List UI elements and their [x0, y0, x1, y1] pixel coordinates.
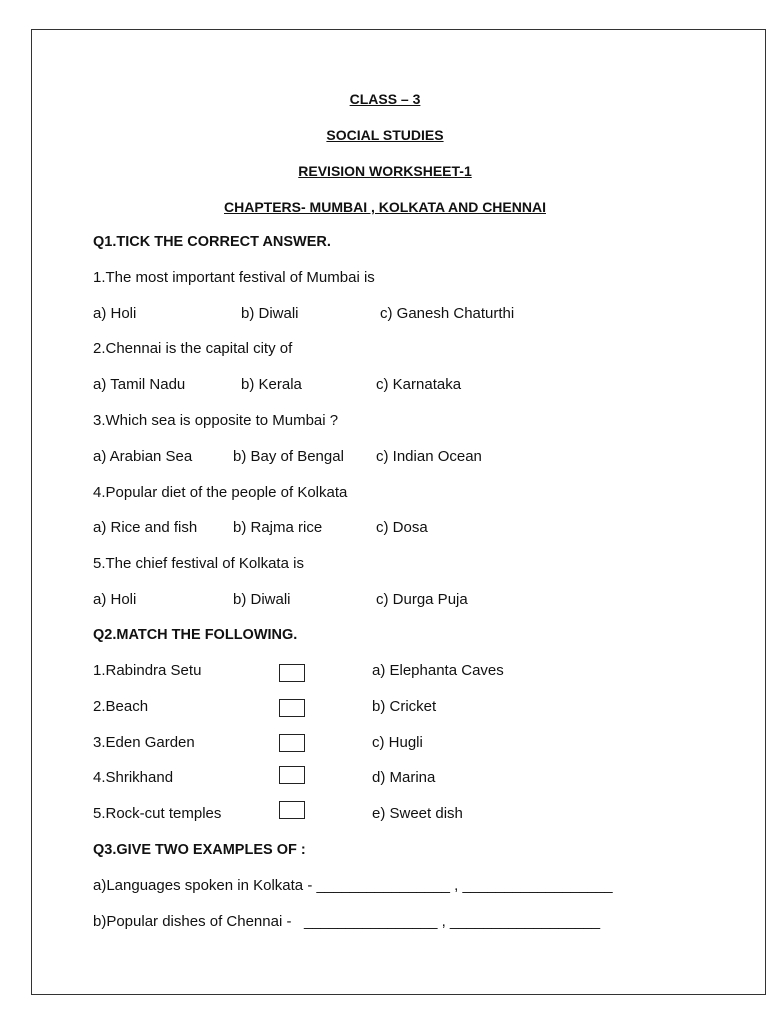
match-answer-box-3[interactable]	[279, 734, 305, 752]
question-1: 1.The most important festival of Mumbai is	[93, 269, 375, 286]
q3-item-languages[interactable]: a)Languages spoken in Kolkata - ________________ , __________________	[93, 877, 613, 894]
q1-option-b: b) Diwali	[241, 305, 299, 322]
q5-option-a: a) Holi	[93, 591, 137, 608]
match-left-3: 3.Eden Garden	[93, 734, 195, 751]
subject-heading: SOCIAL STUDIES	[326, 127, 444, 143]
question-3: 3.Which sea is opposite to Mumbai ?	[93, 412, 339, 429]
match-right-e: e) Sweet dish	[372, 805, 463, 822]
match-left-4: 4.Shrikhand	[93, 769, 174, 786]
match-answer-box-1[interactable]	[279, 664, 305, 682]
match-right-d: d) Marina	[372, 769, 436, 786]
match-answer-box-2[interactable]	[279, 699, 305, 717]
question-4: 4.Popular diet of the people of Kolkata	[93, 484, 348, 501]
match-right-b: b) Cricket	[372, 698, 437, 715]
q3-option-c: c) Indian Ocean	[376, 448, 482, 465]
q3-item-dishes[interactable]: b)Popular dishes of Chennai - ________________ , __________________	[93, 913, 601, 930]
q2-option-b: b) Kerala	[241, 376, 302, 393]
q3-option-a: a) Arabian Sea	[93, 448, 193, 465]
q2-option-a: a) Tamil Nadu	[93, 376, 186, 393]
q4-option-b: b) Rajma rice	[233, 519, 323, 536]
match-left-2: 2.Beach	[93, 698, 149, 715]
q3-option-b: b) Bay of Bengal	[233, 448, 344, 465]
q1-title: Q1.TICK THE CORRECT ANSWER.	[93, 234, 331, 250]
match-answer-box-5[interactable]	[279, 801, 305, 819]
class-heading: CLASS – 3	[349, 91, 421, 107]
q3-title: Q3.GIVE TWO EXAMPLES OF :	[93, 842, 306, 858]
q5-option-c: c) Durga Puja	[376, 591, 468, 608]
question-5: 5.The chief festival of Kolkata is	[93, 555, 304, 572]
q4-option-a: a) Rice and fish	[93, 519, 198, 536]
match-right-a: a) Elephanta Caves	[372, 662, 504, 679]
worksheet-heading: REVISION WORKSHEET-1	[298, 163, 472, 179]
match-right-c: c) Hugli	[372, 734, 423, 751]
question-2: 2.Chennai is the capital city of	[93, 340, 293, 357]
q5-option-b: b) Diwali	[233, 591, 291, 608]
q2-option-c: c) Karnataka	[376, 376, 462, 393]
chapters-heading: CHAPTERS- MUMBAI , KOLKATA AND CHENNAI	[224, 199, 546, 215]
q2-title: Q2.MATCH THE FOLLOWING.	[93, 627, 298, 643]
match-left-5: 5.Rock-cut temples	[93, 805, 222, 822]
q1-option-a: a) Holi	[93, 305, 137, 322]
q4-option-c: c) Dosa	[376, 519, 428, 536]
match-left-1: 1.Rabindra Setu	[93, 662, 202, 679]
match-answer-box-4[interactable]	[279, 766, 305, 784]
q1-option-c: c) Ganesh Chaturthi	[380, 305, 515, 322]
